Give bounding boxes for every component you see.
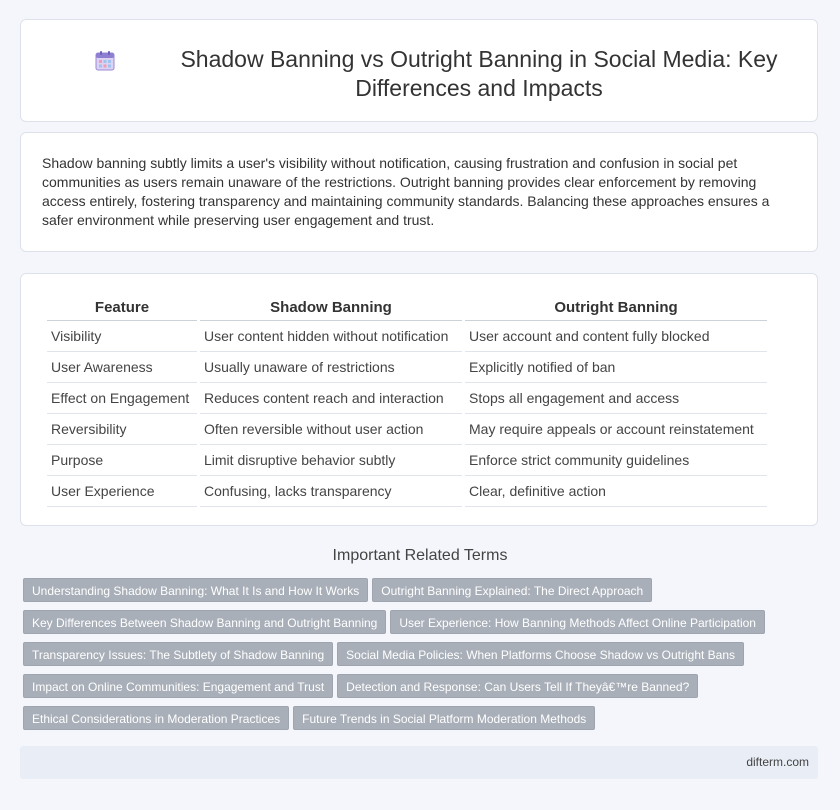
- table-cell: Reduces content reach and interaction: [200, 383, 462, 414]
- related-terms-list: [23, 578, 803, 738]
- table-row: [47, 445, 767, 476]
- intro-card: [20, 132, 818, 252]
- comparison-card: [20, 273, 818, 526]
- related-term-link[interactable]: Transparency Issues: The Subtlety of Shadow Banning: [23, 642, 333, 666]
- table-row: [47, 383, 767, 414]
- footer-site-link[interactable]: difterm.com: [746, 755, 809, 769]
- table-cell: Effect on Engagement: [47, 383, 197, 414]
- tag-row: [23, 578, 803, 610]
- table-cell: Visibility: [47, 321, 197, 352]
- table-cell: Stops all engagement and access: [465, 383, 767, 414]
- table-cell: Reversibility: [47, 414, 197, 445]
- table-header-row: [47, 294, 767, 321]
- table-row: [47, 476, 767, 507]
- table-cell: Clear, definitive action: [465, 476, 767, 507]
- table-cell: Often reversible without user action: [200, 414, 462, 445]
- column-header-outright-banning: Outright Banning: [465, 294, 767, 321]
- table-cell: User Awareness: [47, 352, 197, 383]
- table-row: [47, 321, 767, 352]
- tag-row: [23, 610, 803, 642]
- table-cell: User content hidden without notification: [200, 321, 462, 352]
- table-row: [47, 414, 767, 445]
- calendar-icon: [93, 49, 117, 73]
- table-cell: Explicitly notified of ban: [465, 352, 767, 383]
- related-term-link[interactable]: Understanding Shadow Banning: What It Is and How It Works: [23, 578, 368, 602]
- table-cell: Purpose: [47, 445, 197, 476]
- table-cell: User Experience: [47, 476, 197, 507]
- intro-text: Shadow banning subtly limits a user's visibility without notification, causing frustration and confusion in social pet communities as users remain unaware of the restrictions. Outright banning provides clear enforcement by removing access entirely, fostering transparency and maintaining community standards. Balancing these approaches ensures a safer environment while preserving user engagement and trust.: [42, 155, 770, 228]
- related-terms-heading: Important Related Terms: [332, 547, 508, 564]
- tag-row: [23, 706, 803, 738]
- table-row: [47, 352, 767, 383]
- tag-row: [23, 642, 803, 674]
- related-term-link[interactable]: Ethical Considerations in Moderation Practices: [23, 706, 289, 730]
- column-header-shadow-banning: Shadow Banning: [200, 294, 462, 321]
- related-term-link[interactable]: Impact on Online Communities: Engagement and Trust: [23, 674, 333, 698]
- related-term-link[interactable]: Key Differences Between Shadow Banning and Outright Banning: [23, 610, 386, 634]
- table-cell: Enforce strict community guidelines: [465, 445, 767, 476]
- table-cell: May require appeals or account reinstatement: [465, 414, 767, 445]
- table-cell: Confusing, lacks transparency: [200, 476, 462, 507]
- footer: [20, 746, 818, 779]
- related-term-link[interactable]: User Experience: How Banning Methods Affect Online Participation: [390, 610, 765, 634]
- title-wrap: [21, 45, 817, 103]
- related-term-link[interactable]: Detection and Response: Can Users Tell If Theyâ€™re Banned?: [337, 674, 698, 698]
- column-header-feature: Feature: [47, 294, 197, 321]
- header-card: [20, 19, 818, 122]
- table-cell: Limit disruptive behavior subtly: [200, 445, 462, 476]
- related-term-link[interactable]: Outright Banning Explained: The Direct Approach: [372, 578, 652, 602]
- related-term-link[interactable]: Future Trends in Social Platform Moderation Methods: [293, 706, 595, 730]
- page-title: Shadow Banning vs Outright Banning in Social Media: Key Differences and Impacts: [180, 46, 778, 101]
- related-term-link[interactable]: Social Media Policies: When Platforms Choose Shadow vs Outright Bans: [337, 642, 744, 666]
- tag-row: [23, 674, 803, 706]
- table-cell: User account and content fully blocked: [465, 321, 767, 352]
- comparison-table: [44, 294, 770, 507]
- table-cell: Usually unaware of restrictions: [200, 352, 462, 383]
